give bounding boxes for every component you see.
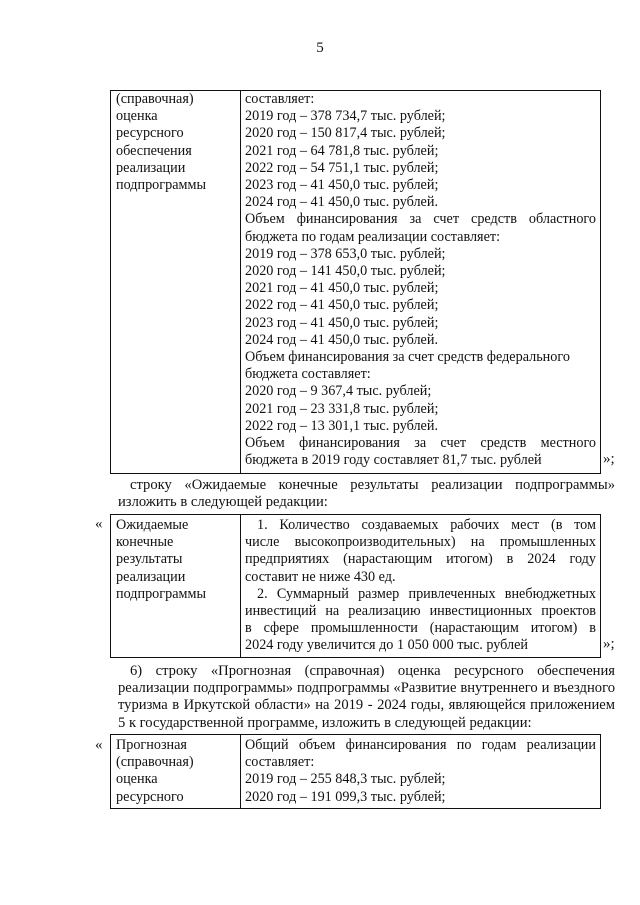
- label-line: оценка: [116, 108, 158, 125]
- value-line: в сфере промышленности (нарастающим итогом) в: [245, 620, 596, 637]
- paragraph-line: туризма в Иркутской области» на 2019 - 2024 годы, являющейся приложением: [118, 697, 615, 714]
- tourism-resource-table: [110, 734, 601, 809]
- value-line: инвестиций на реализацию инвестиционных проектов: [245, 603, 596, 620]
- value-line: 2023 год – 41 450,0 тыс. рублей;: [245, 314, 439, 331]
- page-number: 5: [316, 40, 324, 56]
- value-line: 2020 год – 191 099,3 тыс. рублей;: [245, 788, 446, 805]
- value-line: 2024 году увеличится до 1 050 000 тыс. рублей: [245, 637, 529, 654]
- value-line: 1. Количество создаваемых рабочих мест (в том: [257, 517, 596, 533]
- label-line: подпрограммы: [116, 177, 206, 194]
- table-label-cell: [111, 735, 241, 809]
- label-line: Прогнозная: [116, 737, 187, 753]
- paragraph-line: 6) строку «Прогнозная (справочная) оценка ресурсного обеспечения: [130, 663, 615, 679]
- table-value-cell: [241, 515, 601, 658]
- closing-quote: »;: [603, 636, 615, 652]
- paragraph-line: изложить в следующей редакции:: [118, 494, 328, 511]
- label-line: (справочная): [116, 91, 194, 107]
- paragraph-line: строку «Ожидаемые конечные результаты реализации подпрограммы»: [130, 477, 615, 493]
- label-line: (справочная): [116, 754, 194, 771]
- value-line: 2022 год – 54 751,1 тыс. рублей;: [245, 159, 439, 176]
- value-line: составит не ниже 430 ед.: [245, 568, 396, 585]
- value-line: 2020 год – 150 817,4 тыс. рублей;: [245, 125, 446, 142]
- table-value-cell: [241, 735, 601, 809]
- value-line: 2019 год – 255 848,3 тыс. рублей;: [245, 771, 446, 788]
- value-line: составляет:: [245, 91, 315, 107]
- table-label-cell: [111, 91, 241, 474]
- value-line: бюджета по годам реализации составляет:: [245, 228, 501, 245]
- value-line: 2021 год – 23 331,8 тыс. рублей;: [245, 400, 439, 417]
- value-line: 2019 год – 378 734,7 тыс. рублей;: [245, 108, 446, 125]
- resource-estimate-table: [110, 90, 601, 474]
- label-line: ресурсного: [116, 125, 184, 142]
- label-line: оценка: [116, 771, 158, 788]
- value-line: Объем финансирования за счет средств федерального: [245, 349, 570, 366]
- label-line: подпрограммы: [116, 585, 206, 602]
- label-line: конечные: [116, 534, 174, 551]
- value-line: числе высокопроизводительных) на промышленных: [245, 534, 596, 551]
- value-line: 2. Суммарный размер привлеченных внебюджетных: [257, 585, 596, 602]
- label-line: Ожидаемые: [116, 517, 189, 533]
- label-line: реализации: [116, 568, 186, 585]
- value-line: 2021 год – 64 781,8 тыс. рублей;: [245, 142, 439, 159]
- label-line: ресурсного: [116, 788, 184, 805]
- value-line: 2022 год – 13 301,1 тыс. рублей.: [245, 417, 438, 434]
- value-line: 2023 год – 41 450,0 тыс. рублей;: [245, 177, 439, 194]
- table-value-cell: [241, 91, 601, 474]
- value-line: 2024 год – 41 450,0 тыс. рублей.: [245, 194, 438, 211]
- value-line: предприятиях (нарастающим итогом) в 2024 году: [245, 551, 596, 568]
- label-line: результаты: [116, 551, 183, 568]
- label-line: обеспечения: [116, 142, 192, 159]
- value-line: бюджета в 2019 году составляет 81,7 тыс. рублей: [245, 452, 542, 469]
- value-line: Общий объем финансирования по годам реализации: [245, 737, 596, 753]
- opening-quote: «: [95, 516, 103, 532]
- paragraph-line: 5 к государственной программе, изложить в следующей редакции:: [118, 714, 532, 731]
- value-line: 2020 год – 141 450,0 тыс. рублей;: [245, 263, 446, 280]
- value-line: Объем финансирования за счет средств областного: [245, 211, 596, 228]
- label-line: реализации: [116, 159, 186, 176]
- table-label-cell: [111, 515, 241, 658]
- instruction-paragraph: [118, 477, 615, 511]
- value-line: бюджета составляет:: [245, 366, 371, 383]
- value-line: 2021 год – 41 450,0 тыс. рублей;: [245, 280, 439, 297]
- instruction-paragraph: [118, 663, 615, 732]
- closing-quote: »;: [603, 451, 615, 467]
- value-line: Объем финансирования за счет средств местного: [245, 435, 596, 452]
- expected-results-table: [110, 514, 601, 658]
- paragraph-line: реализации подпрограммы» подпрограммы «Развитие внутреннего и въездного: [118, 680, 615, 697]
- value-line: 2022 год – 41 450,0 тыс. рублей;: [245, 297, 439, 314]
- opening-quote: «: [95, 737, 103, 753]
- value-line: 2020 год – 9 367,4 тыс. рублей;: [245, 383, 432, 400]
- value-line: составляет:: [245, 754, 315, 771]
- value-line: 2024 год – 41 450,0 тыс. рублей.: [245, 331, 438, 348]
- value-line: 2019 год – 378 653,0 тыс. рублей;: [245, 245, 446, 262]
